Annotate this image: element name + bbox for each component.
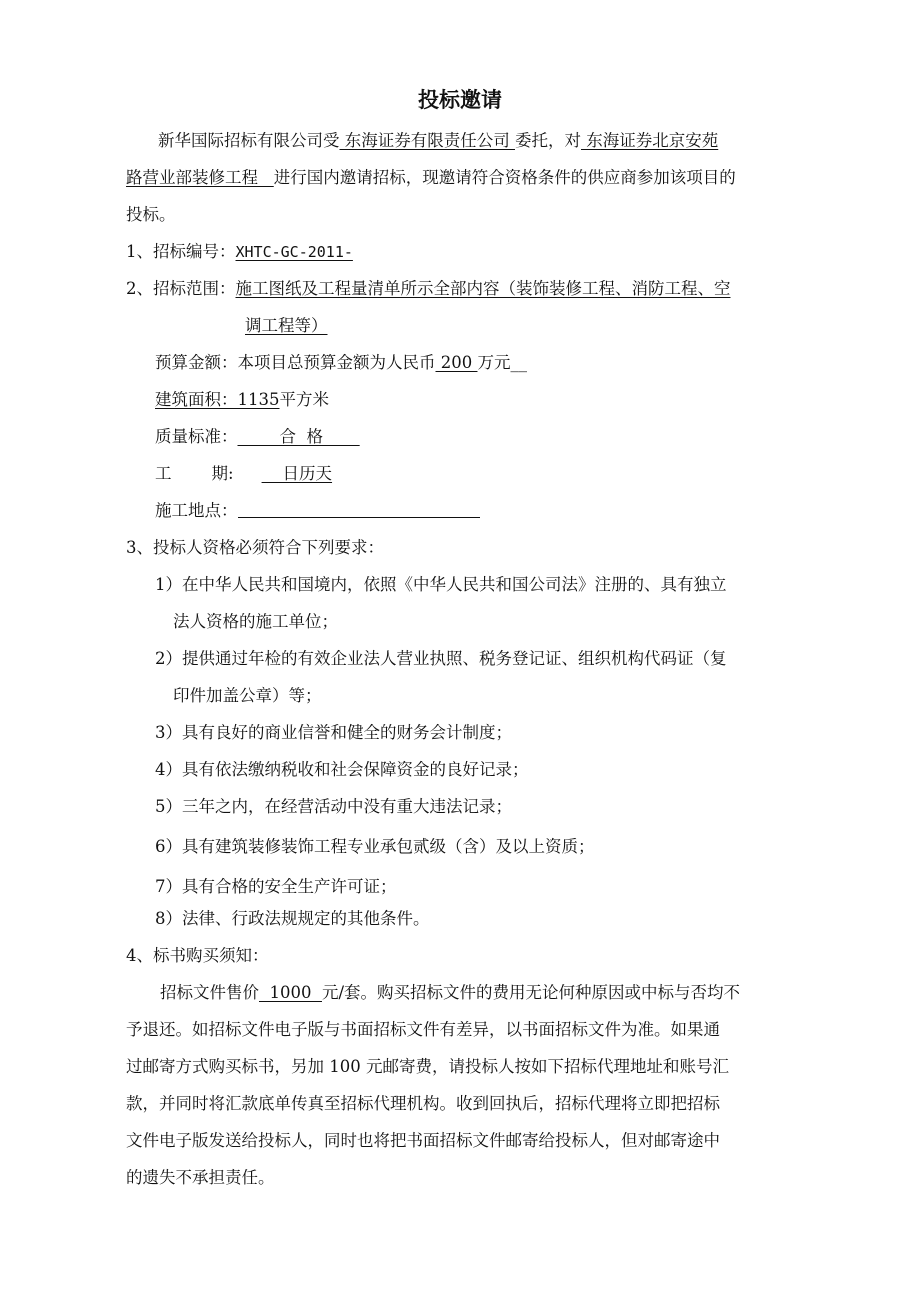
qualification-heading: 3、投标人资格必须符合下列要求：	[126, 538, 384, 557]
purchase-line-1	[160, 982, 740, 1004]
area-unit: 平方米	[279, 390, 329, 409]
bid-scope-value-1: 施工图纸及工程量清单所示全部内容（装饰装修工程、消防工程、空	[235, 279, 731, 298]
budget-label: 预算金额：	[155, 353, 238, 372]
intro-line-1	[158, 130, 718, 152]
bid-number-row	[126, 241, 353, 263]
project-name-part-1: 东海证券北京安苑	[581, 131, 719, 150]
requirement-3: 3）具有良好的商业信誉和健全的财务会计制度；	[155, 723, 512, 742]
requirement-2a: 2）提供通过年检的有效企业法人营业执照、税务登记证、组织机构代码证（复	[155, 649, 727, 668]
area-row	[155, 389, 329, 411]
intro-text-3: 进行国内邀请招标，现邀请符合资格条件的供应商参加该项目的	[273, 168, 736, 187]
site-blank	[238, 501, 480, 518]
budget-text: 本项目总预算金额为人民币	[237, 353, 436, 372]
budget-amount: 200	[435, 353, 478, 372]
requirement-4: 4）具有依法缴纳税收和社会保障资金的良好记录；	[155, 760, 529, 779]
duration-label-2: 期:	[211, 464, 234, 483]
purchase-price: 1000	[259, 983, 322, 1002]
purchase-line-5: 文件电子版发送给投标人，同时也将把书面招标文件邮寄给投标人，但对邮寄途中	[126, 1131, 720, 1150]
requirement-5: 5）三年之内，在经营活动中没有重大违法记录；	[155, 797, 512, 816]
purchase-text-1: 招标文件售价	[160, 983, 259, 1002]
purchase-heading: 4、标书购买须知：	[126, 946, 269, 965]
requirement-2b: 印件加盖公章）等；	[173, 686, 322, 705]
quality-label: 质量标准：	[155, 427, 238, 446]
area-value: 1135	[237, 390, 280, 409]
bid-number-value: XHTC-GC-2011-	[235, 243, 353, 261]
intro-text-1: 新华国际招标有限公司受	[158, 131, 340, 150]
duration-value: 日历天	[261, 464, 333, 483]
client-name: 东海证券有限责任公司	[339, 131, 515, 150]
requirement-1b: 法人资格的施工单位；	[173, 612, 338, 631]
bid-number-label: 1、招标编号：	[126, 242, 236, 261]
purchase-line-4: 款，并同时将汇款底单传真至招标代理机构。收到回执后，招标代理将立即把招标	[126, 1094, 720, 1113]
duration-row	[155, 463, 332, 485]
site-label: 施工地点：	[155, 501, 238, 520]
intro-text-2: 委托，对	[515, 131, 581, 150]
quality-value: 合 格	[237, 427, 360, 446]
bid-scope-label: 2、招标范围：	[126, 279, 236, 298]
purchase-line-2: 予退还。如招标文件电子版与书面招标文件有差异，以书面招标文件为准。如果通	[126, 1020, 720, 1039]
document-title: 投标邀请	[418, 88, 502, 112]
purchase-line-6: 的遗失不承担责任。	[126, 1168, 275, 1187]
bid-scope-row	[126, 278, 731, 300]
intro-line-2	[126, 167, 736, 189]
site-row	[155, 500, 480, 522]
budget-row	[155, 352, 527, 374]
purchase-line-3: 过邮寄方式购买标书，另加 100 元邮寄费，请投标人按如下招标代理地址和账号汇	[126, 1057, 729, 1076]
requirement-6: 6）具有建筑装修装饰工程专业承包贰级（含）及以上资质；	[155, 837, 595, 856]
area-label: 建筑面积：	[155, 390, 238, 409]
budget-unit: 万元__	[477, 353, 527, 372]
bid-scope-value-2: 调工程等）	[245, 316, 328, 335]
bid-scope-row-2	[245, 315, 328, 337]
quality-row	[155, 426, 360, 448]
intro-line-3: 投标。	[126, 205, 176, 224]
project-name-part-2: 路营业部装修工程	[126, 168, 274, 187]
requirement-8: 8）法律、行政法规规定的其他条件。	[155, 909, 430, 928]
duration-label-1: 工	[155, 464, 172, 483]
requirement-7: 7）具有合格的安全生产许可证；	[155, 877, 397, 896]
requirement-1a: 1）在中华人民共和国境内，依照《中华人民共和国公司法》注册的、具有独立	[155, 575, 727, 594]
purchase-text-2: 元/套。购买招标文件的费用无论何种原因或中标与否均不	[321, 983, 741, 1002]
